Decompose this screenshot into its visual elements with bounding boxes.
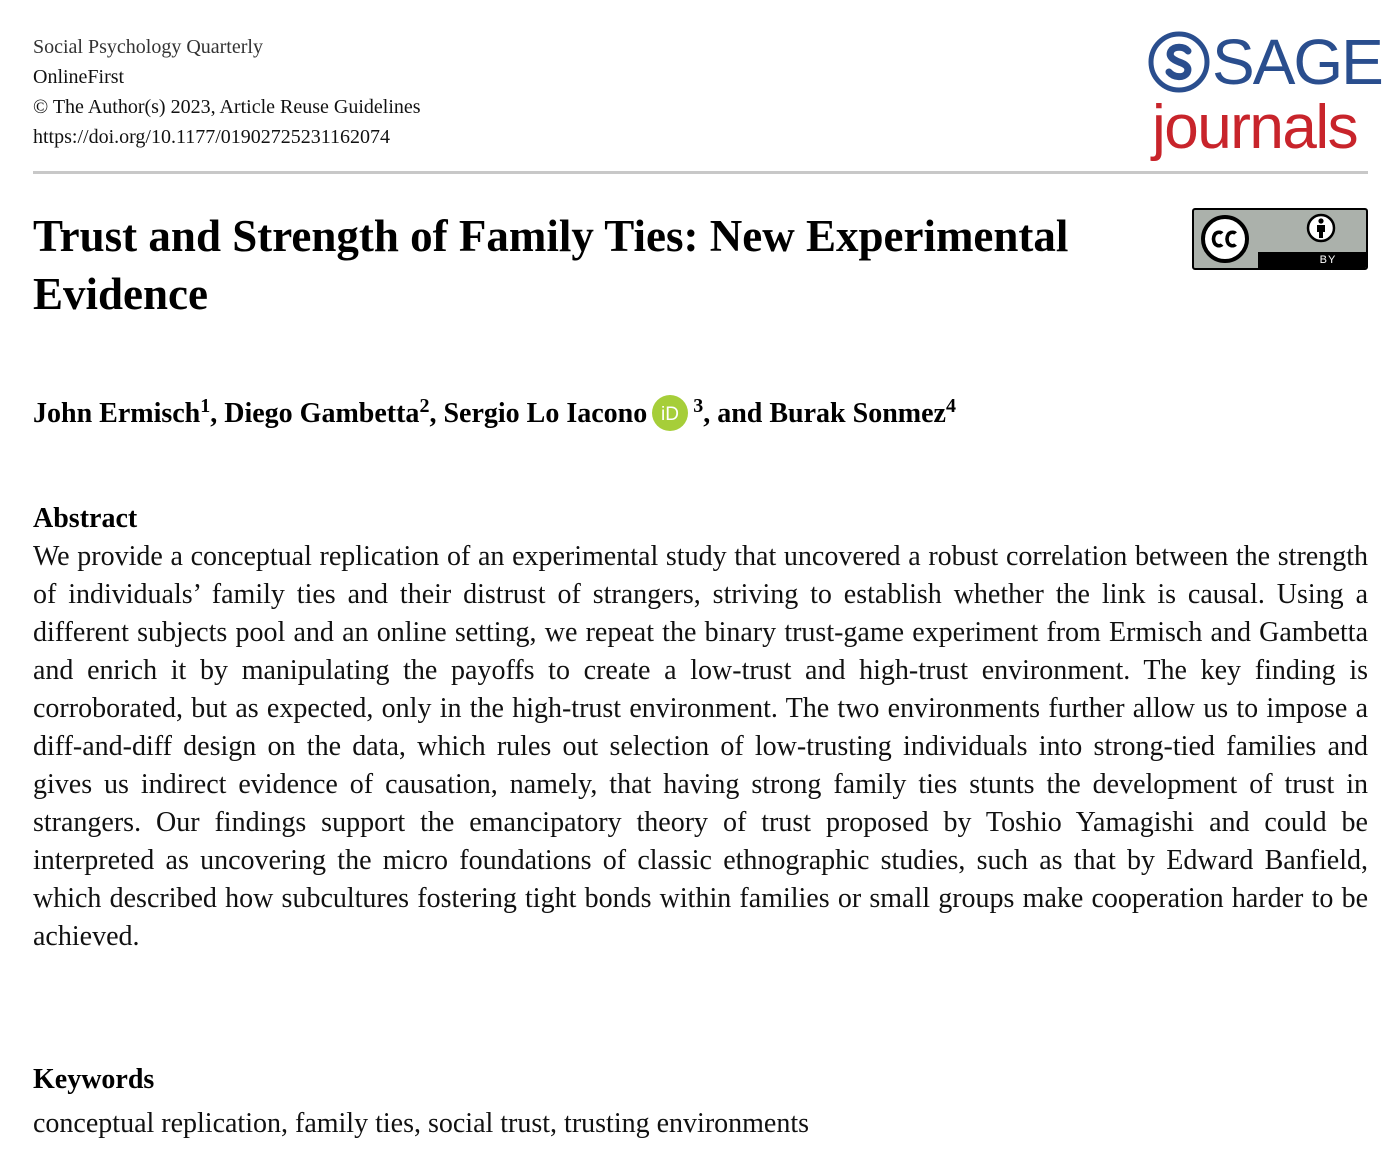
cc-by-license-badge[interactable] — [1192, 208, 1368, 270]
author-name[interactable]: Burak Sonmez — [769, 398, 946, 429]
abstract-text: We provide a conceptual replication of an experimental study that uncovered a robust correlation between the strength of individuals’ family ties and their distrust of strangers, striving to establish whether the link is causal. Using a different subjects pool and an online setting, we repeat the binary trust-game experiment from Ermisch and Gambetta and enrich it by manipulating the payoffs to create a low-trust and high-trust environment. The key finding is corroborated, but as expected, only in the high-trust environment. The two environments further allow us to impose a diff-and-diff design on the data, which rules out selection of low-trusting individuals into strong-tied families and gives us indirect evidence of causation, namely, that having strong family ties stunts the development of trust in strangers. Our findings support the emancipatory theory of trust proposed by Toshio Yamagishi and could be interpreted as uncovering the micro foundations of classic ethnographic studies, such as that by Edward Banfield, which described how subcultures fostering tight bonds within families or small groups make cooperation harder to be achieved. — [33, 541, 1368, 952]
attribution-person-icon — [1306, 213, 1336, 243]
affiliation-marker[interactable]: 1 — [200, 395, 211, 417]
keywords-text: conceptual replication, family ties, social trust, trusting environments — [33, 1108, 810, 1139]
by-label: BY — [1319, 254, 1337, 266]
publication-meta — [33, 32, 421, 152]
keywords-heading: Keywords — [33, 1064, 155, 1095]
doi-link[interactable]: https://doi.org/10.1177/01902725231162074 — [33, 126, 391, 148]
svg-text:iD: iD — [661, 404, 680, 425]
sage-journals-logo[interactable] — [1148, 26, 1382, 163]
abstract-heading: Abstract — [33, 503, 138, 534]
author-name[interactable]: Sergio Lo Iacono — [443, 398, 648, 429]
affiliation-marker[interactable]: 2 — [419, 395, 430, 417]
sage-s-icon — [1148, 31, 1210, 93]
sage-word: SAGE — [1212, 26, 1382, 98]
publication-status: OnlineFirst — [33, 66, 125, 88]
author-name[interactable]: Diego Gambetta — [224, 398, 420, 429]
sage-wordmark — [1148, 28, 1382, 96]
author-list — [33, 392, 956, 436]
author-conjunction: , and — [703, 398, 770, 429]
orcid-icon[interactable] — [651, 394, 689, 432]
header-divider — [33, 171, 1368, 174]
journals-word: journals — [1152, 93, 1358, 162]
author-separator: , — [210, 398, 225, 429]
cc-icon — [1200, 214, 1250, 264]
author-separator: , — [429, 398, 444, 429]
author-name[interactable]: John Ermisch — [33, 398, 201, 429]
copyright-line[interactable]: © The Author(s) 2023, Article Reuse Guidelines — [33, 96, 421, 118]
journal-name[interactable]: Social Psychology Quarterly — [33, 36, 263, 58]
affiliation-marker[interactable]: 3 — [693, 395, 704, 417]
affiliation-marker[interactable]: 4 — [945, 395, 956, 417]
article-title: Trust and Strength of Family Ties: New Experimental Evidence — [33, 211, 1069, 319]
